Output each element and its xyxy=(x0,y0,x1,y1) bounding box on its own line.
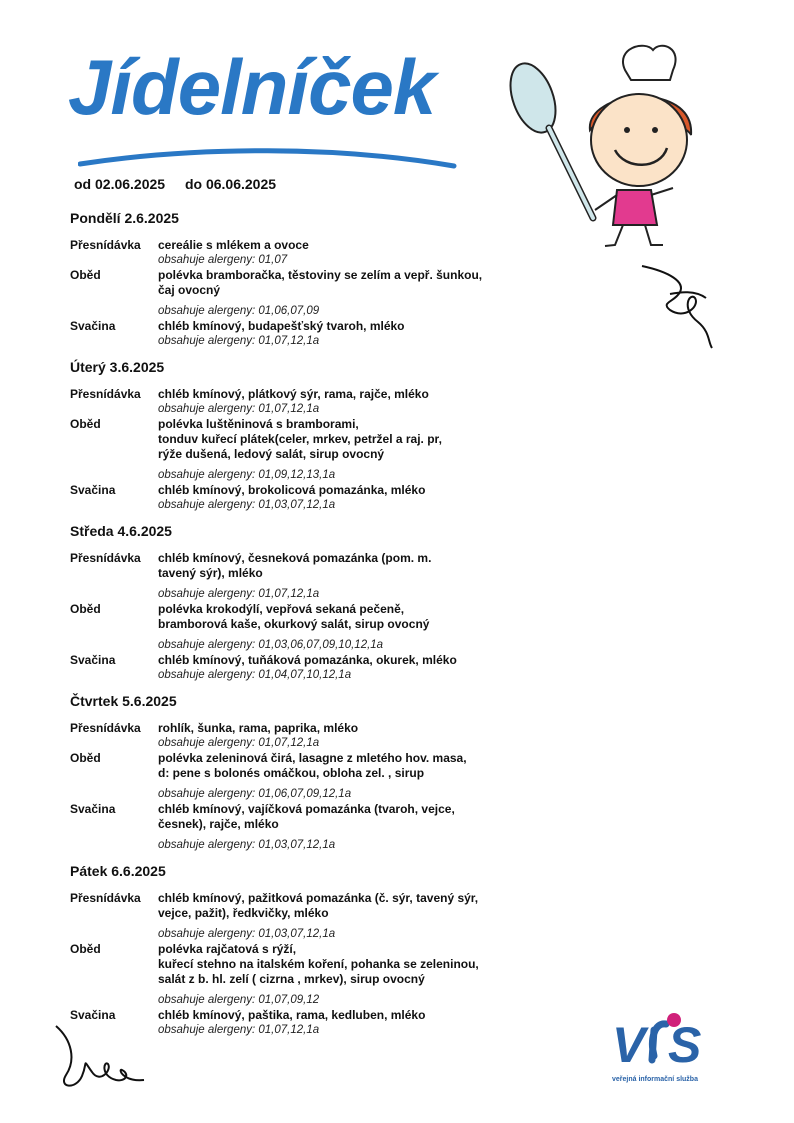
meal-text: cereálie s mlékem a ovoce xyxy=(158,238,309,252)
meal-text: chléb kmínový, plátkový sýr, rama, rajče, mléko xyxy=(158,387,429,401)
signature-icon xyxy=(52,1020,152,1095)
logo-subtitle: veřejná informační služba xyxy=(612,1076,698,1083)
meal-row xyxy=(70,802,540,853)
meal-label: Oběd xyxy=(70,942,101,956)
svg-text:V: V xyxy=(612,1017,646,1073)
meal-label: Oběd xyxy=(70,417,101,431)
meal-row xyxy=(70,891,540,942)
meal-label: Přesnídávka xyxy=(70,387,141,401)
allergens-note: obsahuje alergeny: 01,07,12,1a xyxy=(158,335,320,347)
meal-text: polévka luštěninová s bramborami, tonduv kuřecí plátek(celer, mrkev, petržel a raj. pr, rýže dušená, ledový salát, sirup ovocný xyxy=(158,417,442,461)
meal-row xyxy=(70,238,540,268)
page-title: Jídelníček xyxy=(68,43,436,131)
meal-label: Oběd xyxy=(70,268,101,282)
allergens-note: obsahuje alergeny: 01,07 xyxy=(158,254,288,266)
allergens-note: obsahuje alergeny: 01,03,06,07,09,10,12,1a xyxy=(158,639,384,651)
allergens-note: obsahuje alergeny: 01,07,12,1a xyxy=(158,1024,320,1036)
meal-text: polévka bramboračka, těstoviny se zelím a vepř. šunkou, čaj ovocný xyxy=(158,268,483,297)
day-title: Čtvrtek 5.6.2025 xyxy=(70,693,177,709)
day-title: Úterý 3.6.2025 xyxy=(70,359,165,375)
meal-label: Svačina xyxy=(70,483,116,497)
meal-row xyxy=(70,721,540,751)
svg-text:S: S xyxy=(668,1017,702,1073)
allergens-note: obsahuje alergeny: 01,07,09,12 xyxy=(158,994,320,1006)
meal-row xyxy=(70,751,540,802)
date-range xyxy=(74,176,292,192)
allergens-note: obsahuje alergeny: 01,07,12,1a xyxy=(158,588,320,600)
allergens-note: obsahuje alergeny: 01,07,12,1a xyxy=(158,737,320,749)
meal-label: Svačina xyxy=(70,1008,116,1022)
meal-row xyxy=(70,319,540,349)
allergens-note: obsahuje alergeny: 01,03,07,12,1a xyxy=(158,928,336,940)
meal-text: polévka rajčatová s rýží, kuřecí stehno na italském koření, pohanka se zeleninou, salát z b. hl. zelí ( cizrna , mrkev), sirup ovocný xyxy=(158,942,479,986)
meal-row xyxy=(70,417,540,483)
signature-icon xyxy=(640,262,720,352)
meal-text: chléb kmínový, vajíčková pomazánka (tvaroh, vejce, česnek), rajče, mléko xyxy=(158,802,455,831)
meal-row xyxy=(70,602,540,653)
allergens-note: obsahuje alergeny: 01,04,07,10,12,1a xyxy=(158,669,352,681)
meal-text: chléb kmínový, tuňáková pomazánka, okurek, mléko xyxy=(158,653,457,667)
meal-row xyxy=(70,942,540,1008)
allergens-note: obsahuje alergeny: 01,09,12,13,1a xyxy=(158,469,336,481)
meal-row xyxy=(70,387,540,417)
day-section xyxy=(70,210,540,349)
allergens-note: obsahuje alergeny: 01,06,07,09 xyxy=(158,305,320,317)
meal-text: chléb kmínový, brokolicová pomazánka, mléko xyxy=(158,483,426,497)
meal-label: Oběd xyxy=(70,751,101,765)
allergens-note: obsahuje alergeny: 01,03,07,12,1a xyxy=(158,839,336,851)
date-from: od 02.06.2025 xyxy=(74,176,166,192)
meal-text: chléb kmínový, pažitková pomazánka (č. sýr, tavený sýr, vejce, pažit), ředkvičky, mléko xyxy=(158,891,479,920)
chef-illustration-icon xyxy=(505,40,705,255)
day-section xyxy=(70,863,540,1038)
menu-days xyxy=(70,210,540,1048)
meal-text: polévka krokodýlí, vepřová sekaná pečeně, bramborová kaše, okurkový salát, sirup ovocný xyxy=(158,602,430,631)
title-underline xyxy=(78,144,458,170)
day-title: Pondělí 2.6.2025 xyxy=(70,210,179,226)
meal-label: Svačina xyxy=(70,653,116,667)
meal-row xyxy=(70,268,540,319)
allergens-note: obsahuje alergeny: 01,07,12,1a xyxy=(158,403,320,415)
meal-text: rohlík, šunka, rama, paprika, mléko xyxy=(158,721,359,735)
day-section xyxy=(70,693,540,853)
meal-label: Svačina xyxy=(70,319,116,333)
allergens-note: obsahuje alergeny: 01,06,07,09,12,1a xyxy=(158,788,352,800)
meal-label: Svačina xyxy=(70,802,116,816)
date-to: do 06.06.2025 xyxy=(184,176,277,192)
meal-text: chléb kmínový, budapešťský tvaroh, mléko xyxy=(158,319,405,333)
meal-label: Oběd xyxy=(70,602,101,616)
meal-row xyxy=(70,653,540,683)
meal-label: Přesnídávka xyxy=(70,551,141,565)
meal-text: chléb kmínový, česneková pomazánka (pom. m. tavený sýr), mléko xyxy=(158,551,432,580)
day-title: Pátek 6.6.2025 xyxy=(70,863,166,879)
meal-label: Přesnídávka xyxy=(70,721,141,735)
vis-logo-icon xyxy=(610,1010,720,1074)
day-title: Středa 4.6.2025 xyxy=(70,523,172,539)
meal-text: polévka zeleninová čirá, lasagne z mletého hov. masa, d: pene s bolonés omáčkou, obloha zel. , sirup xyxy=(158,751,467,780)
meal-row xyxy=(70,483,540,513)
meal-label: Přesnídávka xyxy=(70,891,141,905)
day-section xyxy=(70,523,540,683)
day-section xyxy=(70,359,540,513)
meal-text: chléb kmínový, paštika, rama, kedluben, mléko xyxy=(158,1008,426,1022)
allergens-note: obsahuje alergeny: 01,03,07,12,1a xyxy=(158,499,336,511)
meal-label: Přesnídávka xyxy=(70,238,141,252)
meal-row xyxy=(70,551,540,602)
